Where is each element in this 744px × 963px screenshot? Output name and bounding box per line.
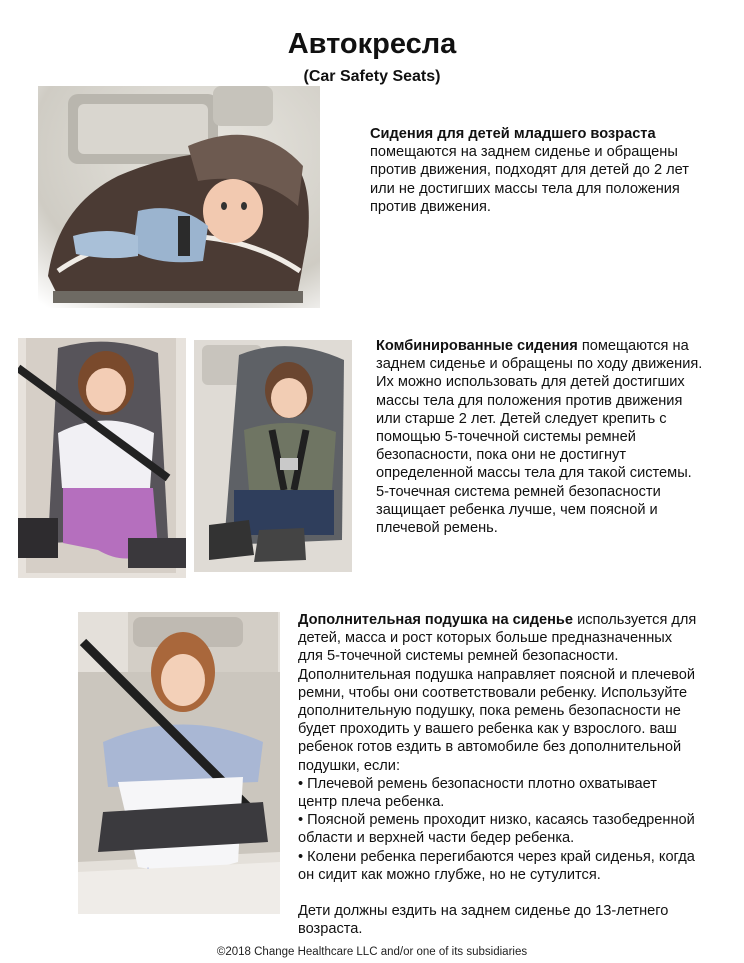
copyright-footer: ©2018 Change Healthcare LLC and/or one of its subsidiaries — [216, 946, 528, 958]
infant-seat-illustration — [38, 86, 320, 308]
booster-seat-heading: Дополнительная подушка на сиденье — [298, 612, 574, 628]
booster-seat-text — [298, 611, 698, 938]
page-title: Автокресла — [287, 28, 457, 60]
infant-seat-body: помещаются на заднем сиденье и обращены против движения, подходят для детей до 2 лет или не достигших массы тела для положения против движения. — [370, 144, 689, 215]
convertible-seat-body: помещаются на заднем сиденье и обращены по ходу движения. Их можно использовать для детей достигших массы тела для положения против движения или старше 2 лет. Детей следует крепить с помощью 5-точечной системы ремней безопасности, пока они не достигнут определенной массы тела для такой системы. 5-точечная система ремней безопасности защищает ребенка лучше, чем поясной и плечевой ремень. — [376, 338, 703, 537]
infant-seat-heading: Сидения для детей младшего возраста — [370, 126, 656, 142]
booster-closing-text: Дети должны ездить на заднем сиденье до 13-летнего возраста. — [298, 903, 669, 938]
convertible-seat-girl-illustration — [18, 338, 186, 578]
page-subtitle: (Car Safety Seats) — [303, 68, 441, 85]
booster-seat-body: используется для детей, масса и рост которых больше предназначенных для 5-точечной системы ремней безопасности. Дополнительная подушка направляет поясной и плечевой ремни, чтобы они соответствовали ребенку. Используйте дополнительную подушку, пока ремень безопасности не будет проходить у вашего ребенка как у взрослого. ваш ребенок готов ездить в автомобиле без дополнительной подушки, если: — [298, 612, 697, 774]
convertible-seat-heading: Комбинированные сидения — [376, 338, 578, 354]
list-item: • Плечевой ремень безопасности плотно охватывает центр плеча ребенка. — [298, 775, 657, 811]
list-item: • Поясной ремень проходит низко, касаясь тазобедренной области и верхней части бедер ребенка. — [298, 812, 695, 847]
convertible-seat-text — [376, 337, 706, 537]
list-item: • Колени ребенка перегибаются через край сиденья, когда он сидит как можно глубже, но не сутулится. — [298, 848, 695, 883]
infant-seat-text — [370, 125, 715, 216]
booster-criteria-list — [298, 775, 698, 884]
convertible-seat-boy-illustration — [194, 340, 352, 572]
booster-seat-illustration — [78, 612, 280, 914]
